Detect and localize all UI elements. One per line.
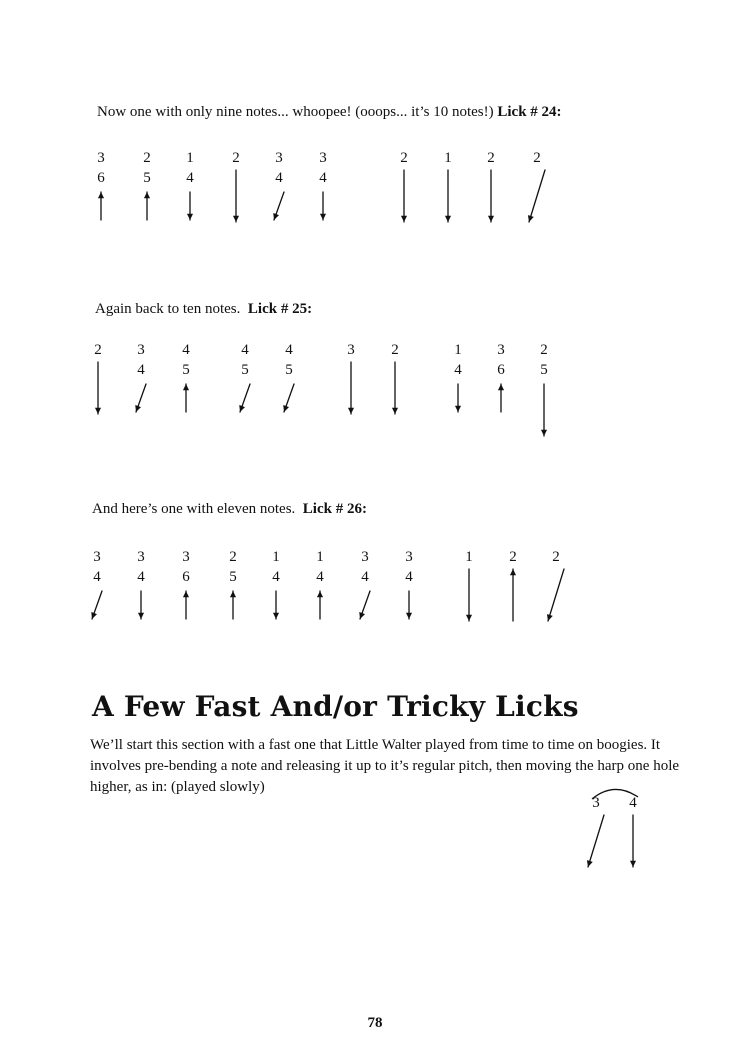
lick-26-intro — [92, 500, 367, 518]
note-bottom-number: 4 — [405, 569, 413, 585]
draw-arrow-icon — [541, 384, 547, 436]
blow-arrow-icon — [498, 384, 504, 412]
note-arrow — [86, 150, 116, 260]
note-bottom-number: 6 — [497, 362, 505, 378]
note-top-number: 2 — [94, 342, 102, 358]
note-top-number: 2 — [229, 549, 237, 565]
tab-note — [454, 549, 484, 659]
page-number: 78 — [367, 1015, 383, 1031]
note-arrow — [618, 795, 648, 905]
note-arrow — [305, 549, 335, 659]
note-arrow — [221, 150, 251, 260]
slur-arc-icon — [586, 783, 666, 803]
note-bottom-number: 4 — [137, 569, 145, 585]
note-arrow — [498, 549, 528, 659]
draw-arrow-icon — [392, 362, 398, 414]
pre-bend-example — [0, 795, 750, 885]
note-bottom-number: 4 — [361, 569, 369, 585]
blow-arrow-icon — [183, 384, 189, 412]
note-top-number: 4 — [241, 342, 249, 358]
note-top-number: 3 — [275, 150, 283, 166]
note-top-number: 1 — [186, 150, 194, 166]
tab-note — [126, 549, 156, 659]
draw-arrow-icon — [95, 362, 101, 414]
tab-note — [308, 150, 338, 260]
note-bottom-number: 5 — [241, 362, 249, 378]
note-bottom-number: 4 — [316, 569, 324, 585]
tab-note — [529, 342, 559, 452]
lick-26-intro-text: And here’s one with eleven notes. — [92, 501, 296, 517]
tab-note — [171, 549, 201, 659]
note-top-number: 3 — [182, 549, 190, 565]
note-arrow — [264, 150, 294, 260]
tab-note — [305, 549, 335, 659]
lick-25-label: Lick # 25: — [247, 301, 313, 317]
bend-arrow-icon — [528, 170, 545, 222]
tab-note — [264, 150, 294, 260]
tab-note — [126, 342, 156, 452]
tab-note — [522, 150, 552, 260]
note-arrow — [476, 150, 506, 260]
note-top-number: 3 — [93, 549, 101, 565]
bend-arrow-icon — [91, 591, 102, 619]
lick-24-tablature — [0, 150, 750, 260]
note-top-number: 1 — [454, 342, 462, 358]
note-arrow — [380, 342, 410, 452]
note-top-number: 1 — [444, 150, 452, 166]
note-arrow — [529, 342, 559, 452]
tab-note — [394, 549, 424, 659]
note-top-number: 2 — [400, 150, 408, 166]
note-arrow — [175, 150, 205, 260]
note-bottom-number: 4 — [275, 170, 283, 186]
note-arrow — [274, 342, 304, 452]
note-arrow — [454, 549, 484, 659]
note-arrow — [230, 342, 260, 452]
note-arrow — [486, 342, 516, 452]
note-top-number: 1 — [465, 549, 473, 565]
note-bottom-number: 5 — [143, 170, 151, 186]
note-arrow — [218, 549, 248, 659]
bend-arrow-icon — [359, 591, 370, 619]
note-top-number: 4 — [182, 342, 190, 358]
tab-note — [389, 150, 419, 260]
tab-note — [261, 549, 291, 659]
draw-arrow-icon — [488, 170, 494, 222]
note-top-number: 2 — [552, 549, 560, 565]
note-top-number: 2 — [487, 150, 495, 166]
note-arrow — [443, 342, 473, 452]
note-bottom-number: 5 — [540, 362, 548, 378]
draw-arrow-icon — [273, 591, 279, 619]
tab-note — [83, 342, 113, 452]
note-arrow — [350, 549, 380, 659]
tab-note — [380, 342, 410, 452]
blow-arrow-icon — [183, 591, 189, 619]
note-bottom-number: 4 — [319, 170, 327, 186]
note-arrow — [389, 150, 419, 260]
lick-25-tablature — [0, 342, 750, 452]
draw-arrow-icon — [630, 815, 636, 867]
note-top-number: 3 — [405, 549, 413, 565]
blow-arrow-icon — [230, 591, 236, 619]
note-arrow — [261, 549, 291, 659]
draw-arrow-icon — [466, 569, 472, 621]
bend-arrow-icon — [135, 384, 146, 412]
draw-arrow-icon — [233, 170, 239, 222]
draw-arrow-icon — [445, 170, 451, 222]
tab-note — [443, 342, 473, 452]
tab-note — [230, 342, 260, 452]
tab-note — [581, 795, 611, 905]
note-arrow — [433, 150, 463, 260]
note-top-number: 2 — [509, 549, 517, 565]
blow-arrow-icon — [98, 192, 104, 220]
lick-24-intro — [97, 103, 562, 121]
tab-note — [274, 342, 304, 452]
tab-note — [486, 342, 516, 452]
note-top-number: 2 — [143, 150, 151, 166]
note-bottom-number: 4 — [454, 362, 462, 378]
bend-arrow-icon — [547, 569, 564, 621]
note-bottom-number: 5 — [229, 569, 237, 585]
draw-arrow-icon — [401, 170, 407, 222]
draw-arrow-icon — [320, 192, 326, 220]
note-top-number: 2 — [533, 150, 541, 166]
note-bottom-number: 6 — [182, 569, 190, 585]
note-top-number: 2 — [232, 150, 240, 166]
draw-arrow-icon — [406, 591, 412, 619]
tab-note — [218, 549, 248, 659]
note-arrow — [522, 150, 552, 260]
lick-24-label: Lick # 24: — [497, 104, 562, 120]
note-top-number: 3 — [497, 342, 505, 358]
note-arrow — [394, 549, 424, 659]
note-bottom-number: 4 — [186, 170, 194, 186]
bend-arrow-icon — [273, 192, 284, 220]
bend-arrow-icon — [587, 815, 604, 867]
tab-note — [498, 549, 528, 659]
note-bottom-number: 6 — [97, 170, 105, 186]
lick-25-intro-text: Again back to ten notes. — [95, 301, 241, 317]
lick-26-tablature — [0, 549, 750, 659]
section-body: We’ll start this section with a fast one that Little Walter played from time to time on boogies. It involves pre-bending a note and releasing it up to it’s regular pitch, then moving the harp one hole higher, as in: (played slowly) — [90, 737, 680, 795]
bend-arrow-icon — [283, 384, 294, 412]
note-arrow — [581, 795, 611, 905]
blow-arrow-icon — [510, 569, 516, 621]
tab-note — [336, 342, 366, 452]
note-arrow — [126, 342, 156, 452]
note-top-number: 3 — [592, 795, 600, 811]
note-bottom-number: 4 — [137, 362, 145, 378]
blow-arrow-icon — [317, 591, 323, 619]
note-arrow — [308, 150, 338, 260]
note-top-number: 2 — [391, 342, 399, 358]
note-bottom-number: 4 — [272, 569, 280, 585]
tab-note — [86, 150, 116, 260]
tab-note — [476, 150, 506, 260]
note-top-number: 1 — [272, 549, 280, 565]
draw-arrow-icon — [138, 591, 144, 619]
note-arrow — [132, 150, 162, 260]
note-top-number: 3 — [347, 342, 355, 358]
note-bottom-number: 5 — [285, 362, 293, 378]
lick-24-intro-text: Now one with only nine notes... whoopee! (ooops... it’s 10 notes!) — [97, 104, 494, 120]
draw-arrow-icon — [187, 192, 193, 220]
note-top-number: 3 — [97, 150, 105, 166]
tab-note — [171, 342, 201, 452]
section-heading: A Few Fast And/or Tricky Licks — [92, 690, 579, 723]
lick-25-intro — [95, 300, 312, 318]
note-top-number: 3 — [137, 342, 145, 358]
note-arrow — [82, 549, 112, 659]
note-arrow — [171, 342, 201, 452]
note-arrow — [171, 549, 201, 659]
note-arrow — [541, 549, 571, 659]
note-top-number: 3 — [361, 549, 369, 565]
tab-note — [541, 549, 571, 659]
note-top-number: 3 — [137, 549, 145, 565]
tab-note — [433, 150, 463, 260]
draw-arrow-icon — [348, 362, 354, 414]
tab-note — [82, 549, 112, 659]
tab-note — [350, 549, 380, 659]
note-top-number: 4 — [629, 795, 637, 811]
note-top-number: 2 — [540, 342, 548, 358]
tab-note — [175, 150, 205, 260]
note-top-number: 4 — [285, 342, 293, 358]
tab-note — [221, 150, 251, 260]
note-bottom-number: 5 — [182, 362, 190, 378]
tab-note — [618, 795, 648, 905]
draw-arrow-icon — [455, 384, 461, 412]
lick-26-label: Lick # 26: — [302, 501, 367, 517]
note-arrow — [126, 549, 156, 659]
note-top-number: 1 — [316, 549, 324, 565]
note-arrow — [83, 342, 113, 452]
bend-arrow-icon — [239, 384, 250, 412]
note-top-number: 3 — [319, 150, 327, 166]
note-arrow — [336, 342, 366, 452]
note-bottom-number: 4 — [93, 569, 101, 585]
blow-arrow-icon — [144, 192, 150, 220]
tab-note — [132, 150, 162, 260]
